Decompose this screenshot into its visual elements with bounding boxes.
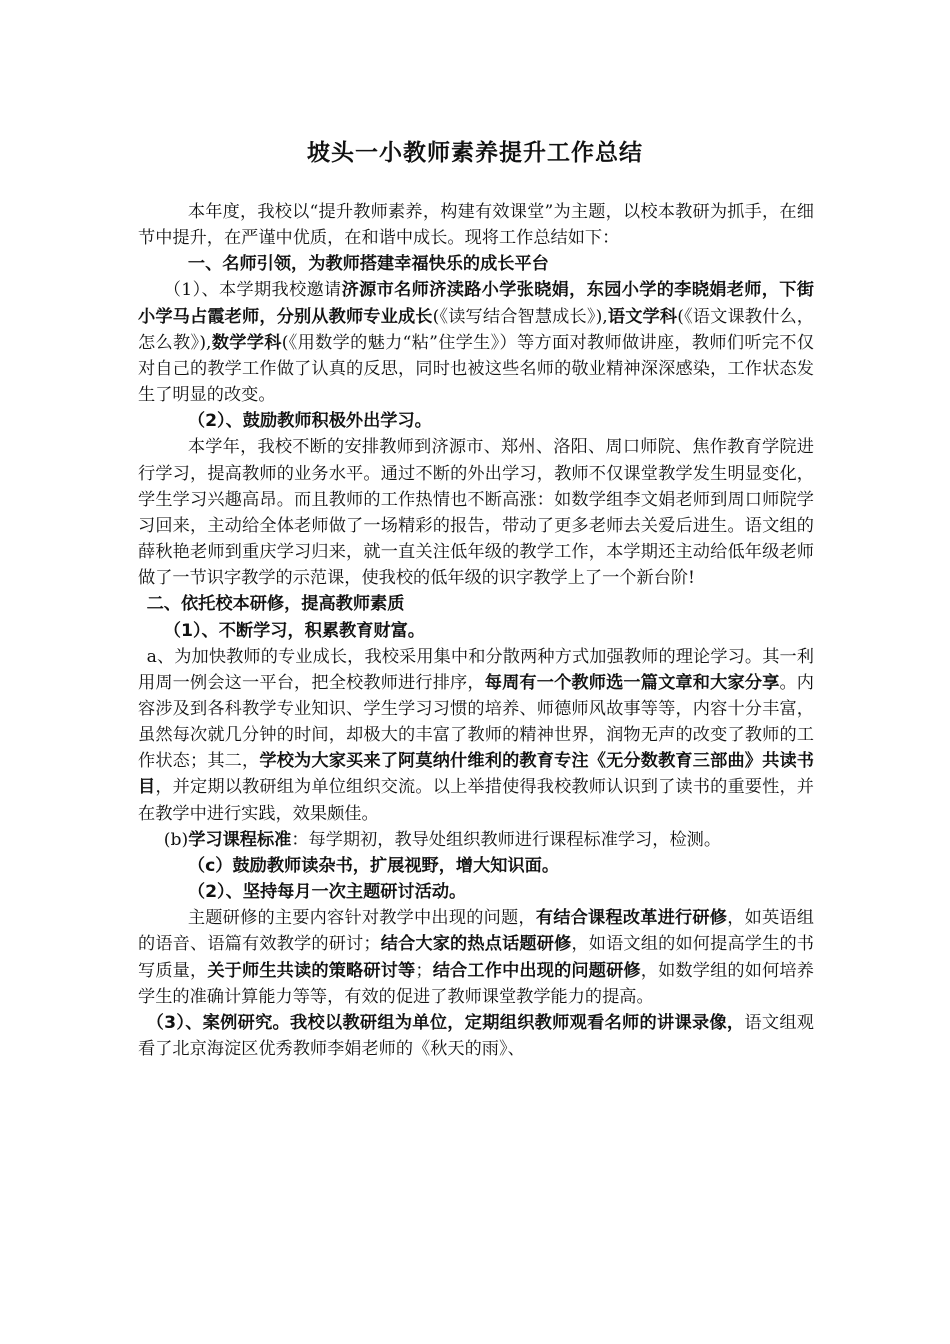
page-title: 坡头一小教师素养提升工作总结: [307, 140, 643, 166]
bold-run: 学校为大家买来了阿莫纳什维利的教育专注《无分数教育三部曲》共读书目: [138, 751, 814, 798]
text-run: (《读写结合智慧成长》),: [432, 306, 608, 327]
subheading-monthly-seminar: （2）、坚持每月一次主题研讨活动。: [187, 882, 467, 903]
bold-run: （3）、案例研究。我校以教研组为单位，定期组织教师观看名师的讲课录像，: [146, 1012, 745, 1033]
bold-run: 每周有一个教师选一篇文章和大家分享: [484, 672, 780, 693]
paragraph-topic-research: [138, 905, 814, 1010]
bold-run: 结合大家的热点话题研修: [380, 934, 572, 955]
section-heading-2: 二、依托校本研修，提高教师素质: [146, 594, 405, 615]
text-run: ，如语文组的如何提高学生的书写质量，: [138, 934, 814, 981]
text-run: 语文组观看了北京海淀区优秀教师李娟老师的《秋天的雨》、: [138, 1012, 814, 1059]
subheading-go-out-learning: （2）、鼓励教师积极外出学习。: [187, 411, 432, 432]
intro-paragraph: 本年度，我校以“提升教师素养，构建有效课堂”为主题，以校本教研为抓手，在细节中提升，在严谨中优质，在和谐中成长。现将工作总结如下：: [138, 202, 814, 249]
paragraph-invited-teachers: [138, 277, 814, 408]
text-run: ，并定期以教研组为单位组织交流。以上举措使得我校教师认识到了读书的重要性，并在教学中进行实践，效果颇佳。: [138, 777, 814, 824]
bold-run: 学习课程标准: [188, 829, 292, 850]
text-run: （1）、本学期我校邀请: [163, 280, 342, 301]
text-run: ，如数学组的如何培养学生的准确计算能力等等，有效的促进了教师课堂教学能力的提高。: [138, 960, 814, 1007]
bold-run: 数学学科: [211, 332, 282, 353]
text-run: ：每学期初，教导处组织教师进行课程标准学习，检测。: [291, 829, 722, 850]
paragraph-b: [138, 827, 814, 853]
text-run: ，如英语组的语音、语篇有效教学的研讨；: [138, 908, 814, 955]
text-run: 主题研修的主要内容针对教学中出现的问题，: [187, 908, 536, 929]
text-run: (b): [163, 829, 189, 850]
paragraph-case-study: [138, 1010, 814, 1062]
subheading-continuous-learning: （1）、不断学习，积累教育财富。: [163, 620, 425, 641]
paragraph-external-learning: 本学年，我校不断的安排教师到济源市、郑州、洛阳、周口师院、焦作教育学院进行学习，提高教师的业务水平。通过不断的外出学习，教师不仅课堂教学发生明显变化，学生学习兴趣高昂。而且教师的工作热情也不断高涨：如数学组李文娟老师到周口师院学习回来，主动给全体老师做了一场精彩的报告，带动了更多老师去关爱后进生。语文组的薛秋艳老师到重庆学习归来，就一直关注低年级的教学工作，本学期还主动给低年级老师做了一节识字教学的示范课，使我校的低年级的识字教学上了一个新台阶!: [138, 437, 814, 589]
text-run: (《用数学的魅力“粘”住学生》）等方面对教师做讲座，教师们听完不仅对自己的教学工作做了认真的反思，同时也被这些名师的敬业精神深深感染，工作状态发生了明显的改变。: [138, 332, 814, 406]
section-heading-1: 一、名师引领，为教师搭建幸福快乐的成长平台: [187, 254, 549, 275]
bold-run: 结合工作中出现的问题研修: [432, 960, 641, 981]
text-run: ；: [415, 960, 433, 981]
bold-run: 关于师生共读的策略研讨等: [207, 960, 416, 981]
text-run: 。内容涉及到各科教学专业知识、学生学习习惯的培养、师德师风故事等等，内容十分丰富，虽然每次就几分钟的时间，却极大的丰富了教师的精神世界，润物无声的改变了教师的工作状态；其二，: [138, 672, 814, 772]
paragraph-c: （c）鼓励教师读杂书，扩展视野，增大知识面。: [187, 855, 560, 876]
paragraph-a: [138, 644, 814, 827]
document-body: [138, 199, 814, 1062]
bold-run: 济源市名师济渎路小学张晓娟，东园小学的李晓娟老师，下街小学马占霞老师，分别从教师专业成长: [138, 280, 814, 327]
text-run: (《语文课教什么，怎么教》),: [138, 306, 814, 353]
bold-run: 有结合课程改革进行研修: [535, 908, 728, 929]
bold-run: 语文学科: [607, 306, 678, 327]
text-run: a、为加快教师的专业成长，我校采用集中和分散两种方式加强教师的理论学习。其一利用周一例会这一平台，把全校教师进行排序，: [138, 646, 814, 693]
